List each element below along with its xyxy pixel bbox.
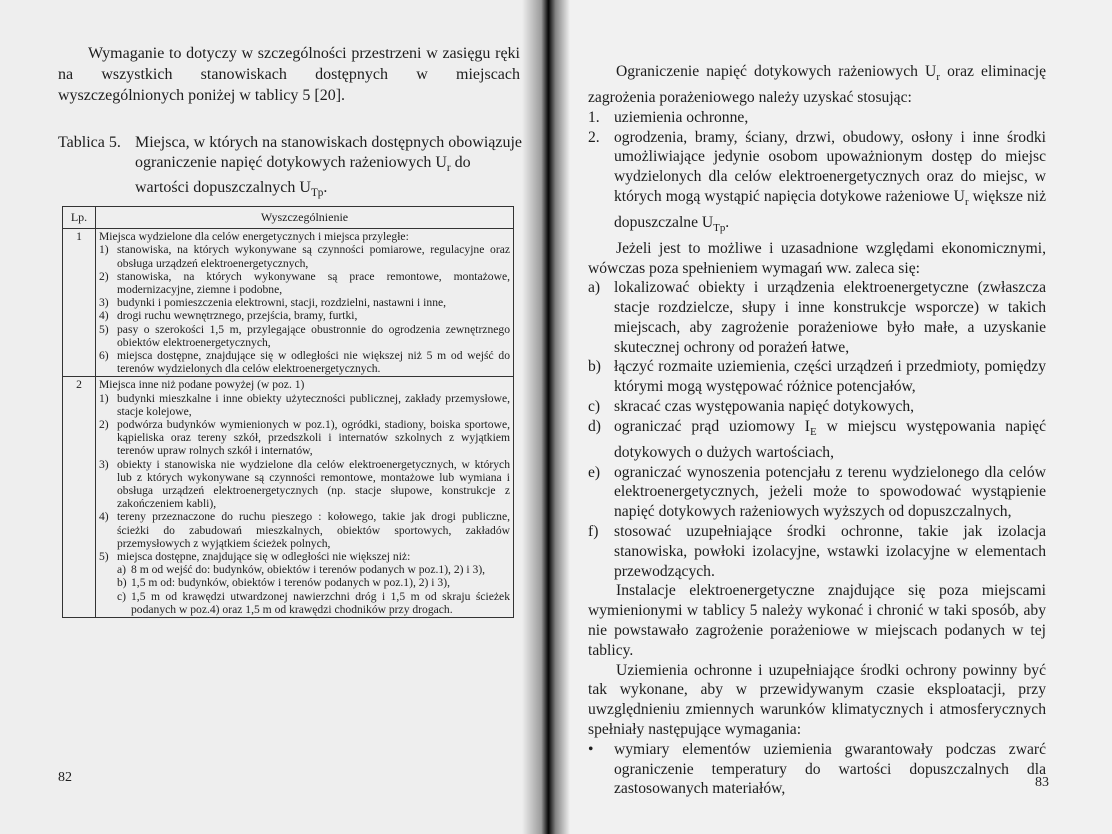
bullet-item: • wymiary elementów uziemienia gwarantowały podczas zwarć ograniczenie temperatury do wartości dopuszczalnych dla zastosowanych materiałów, <box>588 740 1046 798</box>
list-item: a) lokalizować obiekty i urządzenia elektroenergetyczne (zwłaszcza stacje rozdzielcze, słupy i inne konstrukcje wsporcze) w takich miejscach, aby zagrożenie porażeniowe było małe, a uzyskanie skutecznej ochrony od porażeń łatwe, <box>588 279 1046 356</box>
table-caption <box>58 133 522 203</box>
table-caption-label: Tablica 5. <box>58 134 121 151</box>
list-item: 2) stanowiska, na których wykonywane są prace remontowe, montażowe, modernizacyjne, ziemne i podobne, <box>99 269 510 297</box>
left-page <box>0 0 548 834</box>
sub-item: a) 8 m od wejść do: budynków, obiektów i terenów podanych w poz.1), 2) i 3), <box>117 563 486 577</box>
list-item: f) stosować uzupełniające środki ochronne, takie jak izolacja stanowiska, powłoki izolacyjne, wstawki izolacyjne w elementach przewodzących. <box>588 522 1046 580</box>
section-title: Miejsca inne niż podane powyżej (w poz. 1) <box>99 378 305 392</box>
page-number-left: 82 <box>58 770 72 785</box>
list-item: 4) drogi ruchu wewnętrznego, przejścia, bramy, furtki, <box>99 309 358 323</box>
intro-paragraph: Wymaganie to dotyczy w szczególności przestrzeni w zasięgu ręki na wszystkich stanowiskach dostępnych w miejscach wyszczególnionych poniżej w tablicy 5 [20]. <box>58 45 520 104</box>
table-caption-text: Miejsca, w których na stanowiskach dostępnych obowiązuje ograniczenie napięć dotykowych rażeniowych $U_r$ do wartości dopuszczalnych $U_{Tp}$. <box>135 134 523 200</box>
right-page-text <box>588 62 1046 799</box>
row-number: 2 <box>63 377 96 618</box>
list-item: 2) podwórza budynków wymienionych w poz.1), ogródki, stadiony, boiska sportowe, kąpieliska oraz tereny szkół, przedszkoli i internatów szkolnych z wyjątkiem terenów upraw rolnych szkół i internatów, <box>99 418 510 458</box>
list-item: 5) miejsca dostępne, znajdujące się w odległości nie większej niż: <box>99 550 411 564</box>
list-item: 3) obiekty i stanowiska nie wydzielone dla celów elektroenergetycznych, w których lub z których wykonywane są czynności remontowe, montażowe lub wymiana i obsługa urządzeń elektroenergetycznych (np. stacje słupowe, konstrukcje z zakończeniem kabli), <box>99 457 510 511</box>
table-header-row <box>63 207 514 229</box>
list-item: 4) tereny przeznaczone do ruchu pieszego : kołowego, takie jak drogi publiczne, ścieżki do zabudowań mieszkalnych, obiektów sportowych, zakładów przemysłowych z wyjątkiem ścieżek polnych, <box>99 510 510 550</box>
list-item: 3) budynki i pomieszczenia elektrowni, stacji, rozdzielni, nastawni i inne, <box>99 296 447 310</box>
paragraph: Instalacje elektroenergetyczne znajdujące się poza miejscami wymienionymi w tablicy 5 należy wykonać i chronić w taki sposób, aby nie powstawało zagrożenie porażeniowe w miejscach podanych w tej tablicy. <box>588 582 1046 659</box>
bullet-icon: • <box>588 740 594 758</box>
list-item: d) ograniczać prąd uziomowy $I_E$ w miejscu występowania napięć dotykowych o dużych wartościach, <box>588 417 1046 461</box>
list-item: e) ograniczać wynoszenia potencjału z terenu wydzielonego dla celów elektroenergetycznych, jeżeli może to spowodować wystąpienie napięć dotykowych rażeniowych wyższych od dopuszczalnych, <box>588 463 1046 521</box>
row-number: 1 <box>63 229 96 377</box>
list-item: 1) stanowiska, na których wykonywane są czynności pomiarowe, regulacyjne oraz obsługa urządzeń elektroenergetycznych, <box>99 243 510 270</box>
header-description: Wyszczególnienie <box>96 207 514 229</box>
table-row <box>63 377 514 618</box>
paragraph: Jeżeli jest to możliwe i uzasadnione względami ekonomicznymi, wówczas poza spełnieniem wymagań ww. zaleca się: <box>588 239 1046 277</box>
places-table <box>62 206 514 618</box>
list-item: 1) budynki mieszkalne i inne obiekty użyteczności publicznej, zakłady przemysłowe, stacje kolejowe, <box>99 391 510 418</box>
list-item: 1. uziemienia ochronne, <box>588 108 749 126</box>
list-item: 6) miejsca dostępne, znajdujące się w odległości nie większej niż 5 m od wejść do terenów wydzielonych dla celów elektroenergetycznych. <box>99 349 510 376</box>
list-item: 5) pasy o szerokości 1,5 m, przylegające obustronnie do ogrodzenia zewnętrznego obiektów elektroenergetycznych, <box>99 322 510 349</box>
book-gutter <box>522 0 570 834</box>
row-content <box>96 377 514 618</box>
table-row <box>63 229 514 377</box>
page-number-right: 83 <box>1035 775 1049 790</box>
list-item: 2. ogrodzenia, bramy, ściany, drzwi, obudowy, osłony i inne środki umożliwiające jedynie osobom upoważnionym dostęp do miejsc wydzielonych dla celów elektroenergetycznych oraz do miejsc, w których mogą wystąpić napięcia dotykowe rażeniowe $U_r$ większe niż dopuszczalne $U_{Tp}$. <box>588 128 1046 234</box>
header-lp: Lp. <box>63 207 96 229</box>
row-content <box>96 229 514 377</box>
paragraph: Uziemienia ochronne i uzupełniające środki ochrony powinny być tak wykonane, aby w przewidywanym czasie eksploatacji, przy uwzględnieniu zmiennych warunków klimatycznych i atmosferycznych spełniały następujące wymagania: <box>588 661 1046 738</box>
list-item: c) skracać czas występowania napięć dotykowych, <box>588 398 915 416</box>
section-title: Miejsca wydzielone dla celów energetycznych i miejsca przyległe: <box>99 230 409 244</box>
sub-item: b) 1,5 m od: budynków, obiektów i terenów podanych w poz.1), 2) i 3), <box>117 576 450 590</box>
paragraph: Ograniczenie napięć dotykowych rażeniowych $U_r$ oraz eliminację zagrożenia porażeniowego należy uzyskać stosując: <box>588 63 1046 106</box>
list-item: b) łączyć rozmaite uziemienia, części urządzeń i przedmioty, pomiędzy którymi mogą występować różnice potencjałów, <box>588 358 1046 396</box>
sub-item: c) 1,5 m od krawędzi utwardzonej nawierzchni dróg i 1,5 m od skraju ścieżek podanych w poz.4) oraz 1,5 m od krawędzi chodników przy drogach. <box>117 589 510 616</box>
